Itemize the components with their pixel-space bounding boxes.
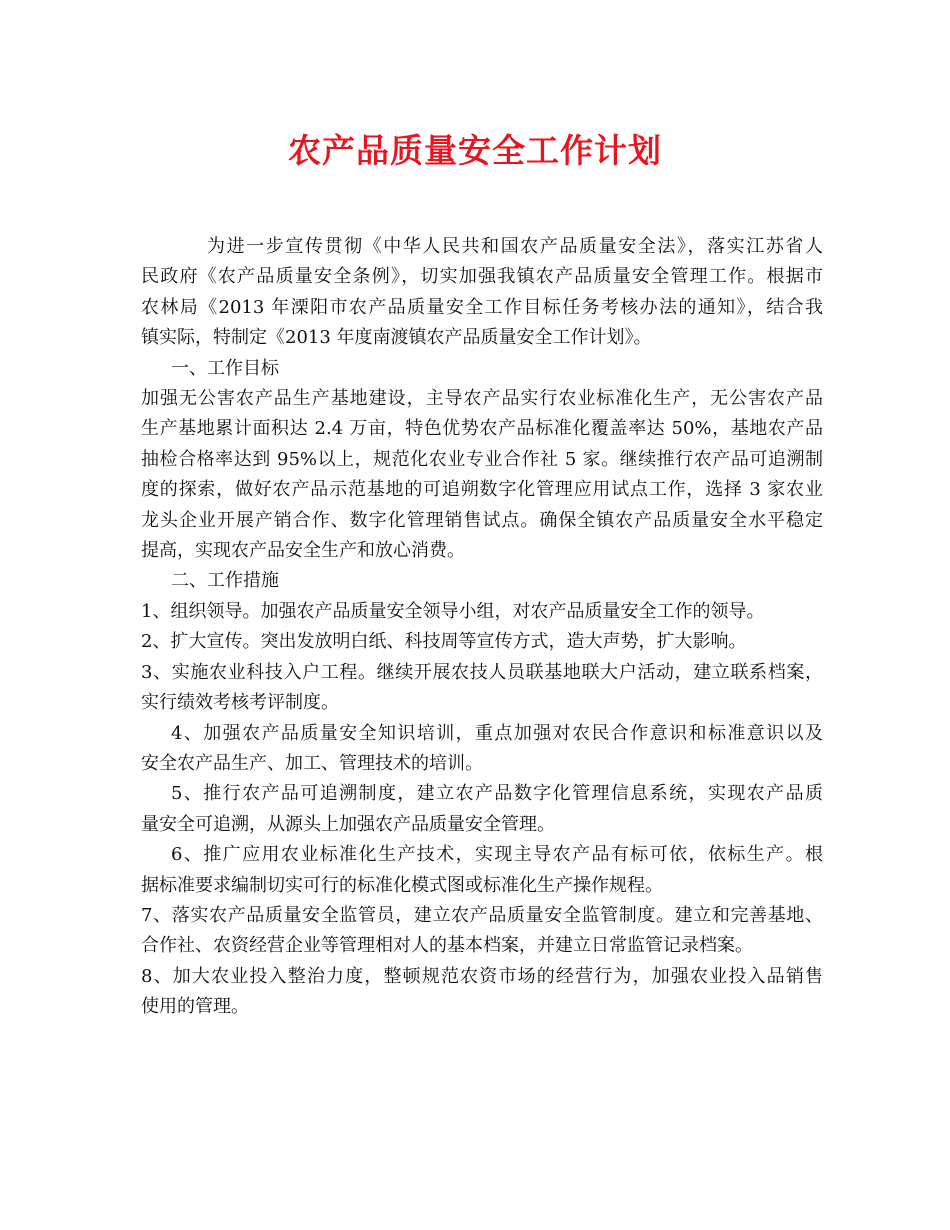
document-title: 农产品质量安全工作计划 (288, 131, 662, 170)
text-line: 使用的管理。 (141, 996, 249, 1018)
text-line: 生产基地累计面积达 2.4 万亩，特色优势农产品标准化覆盖率达 50%，基地农产品 (141, 418, 823, 440)
text-line: 6、推广应用农业标准化生产技术，实现主导农产品有标可依，依标生产。根 (171, 844, 823, 866)
text-line: 龙头企业开展产销合作、数字化管理销售试点。确保全镇农产品质量安全水平稳定 (141, 509, 823, 531)
text-line: 量安全可追溯，从源头上加强农产品质量安全管理。 (141, 813, 555, 835)
text-line: 抽检合格率达到 95%以上，规范化农业专业合作社 5 家。继续推行农产品可追溯制 (141, 448, 823, 470)
text-line: 4、加强农产品质量安全知识培训，重点加强对农民合作意识和标准意识以及 (171, 722, 823, 744)
text-line: 3、实施农业科技入户工程。继续开展农技人员联基地联大户活动，建立联系档案， (141, 661, 823, 683)
text-line: 5、推行农产品可追溯制度，建立农产品数字化管理信息系统，实现农产品质 (171, 783, 823, 805)
text-line: 8、加大农业投入整治力度，整顿规范农资市场的经营行为，加强农业投入品销售 (141, 965, 823, 987)
text-line: 据标准要求编制切实可行的标准化模式图或标准化生产操作规程。 (141, 874, 663, 896)
text-line: 为进一步宣传贯彻《中华人民共和国农产品质量安全法》，落实江苏省人 (207, 236, 823, 257)
text-line: 实行绩效考核考评制度。 (141, 692, 339, 714)
text-line: 提高，实现农产品安全生产和放心消费。 (141, 540, 465, 562)
text-line: 农林局《2013 年溧阳市农产品质量安全工作目标任务考核办法的通知》，结合我 (141, 296, 823, 318)
document-body (141, 232, 823, 1023)
text-line: 7、落实农产品质量安全监管员，建立农产品质量安全监管制度。建立和完善基地、 (141, 904, 823, 926)
text-line: 度的探索，做好农产品示范基地的可追朔数字化管理应用试点工作，选择 3 家农业 (141, 479, 823, 501)
text-line: 安全农产品生产、加工、管理技术的培训。 (141, 752, 483, 774)
text-line: 加强无公害农产品生产基地建设，主导农产品实行农业标准化生产，无公害农产品 (141, 388, 823, 410)
text-line: 2、扩大宣传。突出发放明白纸、科技周等宣传方式，造大声势，扩大影响。 (141, 631, 747, 653)
text-line: 合作社、农资经营企业等管理相对人的基本档案，并建立日常监管记录档案。 (141, 935, 753, 957)
text-line: 1、组织领导。加强农产品质量安全领导小组，对农产品质量安全工作的领导。 (141, 600, 765, 622)
text-line: 二、工作措施 (171, 570, 279, 592)
text-line: 镇实际，特制定《2013 年度南渡镇农产品质量安全工作计划》。 (141, 327, 652, 349)
text-line: 民政府《农产品质量安全条例》，切实加强我镇农产品质量安全管理工作。根据市 (141, 266, 823, 288)
text-line: 一、工作目标 (171, 357, 279, 379)
